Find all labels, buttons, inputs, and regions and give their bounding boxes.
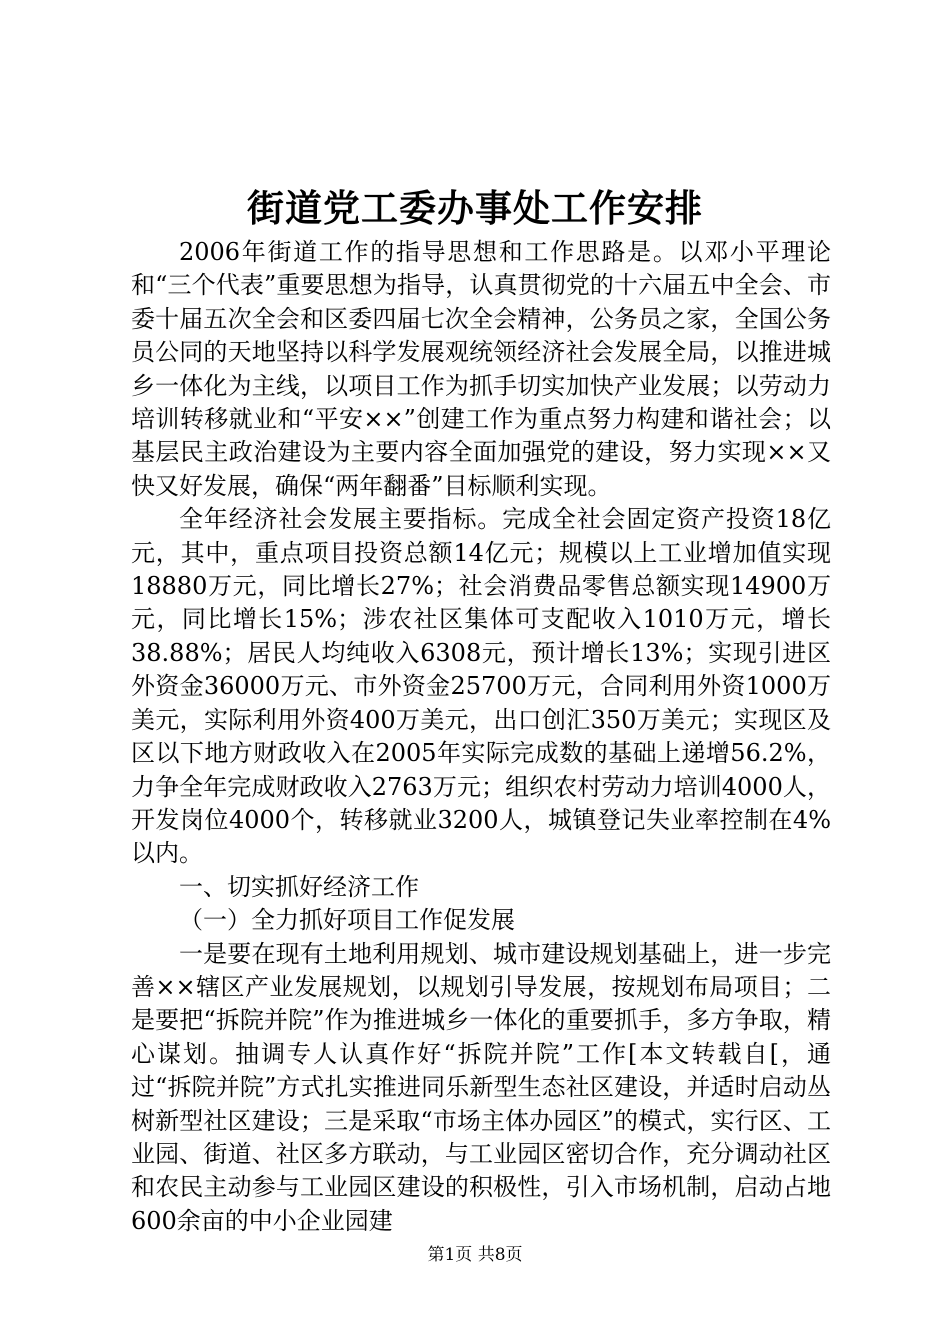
paragraph-guiding-thought: 2006年街道工作的指导思想和工作思路是。以邓小平理论和“三个代表”重要思想为指导，认真贯彻党的十六届五中全会、市委十届五次全会和区委四届七次全会精神，公务员之家，全国公务员公同的天地坚持以科学发展观统领经济社会发展全局，以推进城乡一体化为主线，以项目工作为抓手切实加快产业发展；以劳动力培训转移就业和“平安××”创建工作为重点努力构建和谐社会；以基层民主政治建设为主要内容全面加强党的建设，努力实现××又快又好发展，确保“两年翻番”目标顺利实现。 [131,238,831,500]
paragraph-project-work: 一是要在现有土地利用规划、城市建设规划基础上，进一步完善××辖区产业发展规划，以规划引导发展，按规划布局项目；二是要把“拆院并院”作为推进城乡一体化的重要抓手，多方争取，精心谋划。抽调专人认真作好“拆院并院”工作[本文转载自[，通过“拆院并院”方式扎实推进同乐新型生态社区建设，并适时启动丛树新型社区建设；三是采取“市场主体办园区”的模式，实行区、工业园、街道、社区多方联动，与工业园区密切合作，充分调动社区和农民主动参与工业园区建设的积极性，引入市场机制，启动占地600余亩的中小企业园建 [131,939,831,1235]
section-heading: 一、切实抓好经济工作 [179,872,419,901]
document-title: 街道党工委办事处工作安排 [247,186,703,230]
subsection-heading: （一）全力抓好项目工作促发展 [179,906,515,935]
document-body [131,236,831,1238]
page-footer: 第1页 共8页 [427,1245,523,1265]
paragraph-key-indicators: 全年经济社会发展主要指标。完成全社会固定资产投资18亿元，其中，重点项目投资总额14亿元；规模以上工业增加值实现18880万元，同比增长27%；社会消费品零售总额实现14900万元，同比增长15%；涉农社区集体可支配收入1010万元，增长38.88%；居民人均纯收入6308元，预计增长13%；实现引进区外资金36000万元、市外资金25700万元，合同利用外资1000万美元，实际利用外资400万美元，出口创汇350万美元；实现区及区以下地方财政收入在2005年实际完成数的基础上递增56.2%，力争全年完成财政收入2763万元；组织农村劳动力培训4000人，开发岗位4000个，转移就业3200人，城镇登记失业率控制在4%以内。 [131,505,831,868]
